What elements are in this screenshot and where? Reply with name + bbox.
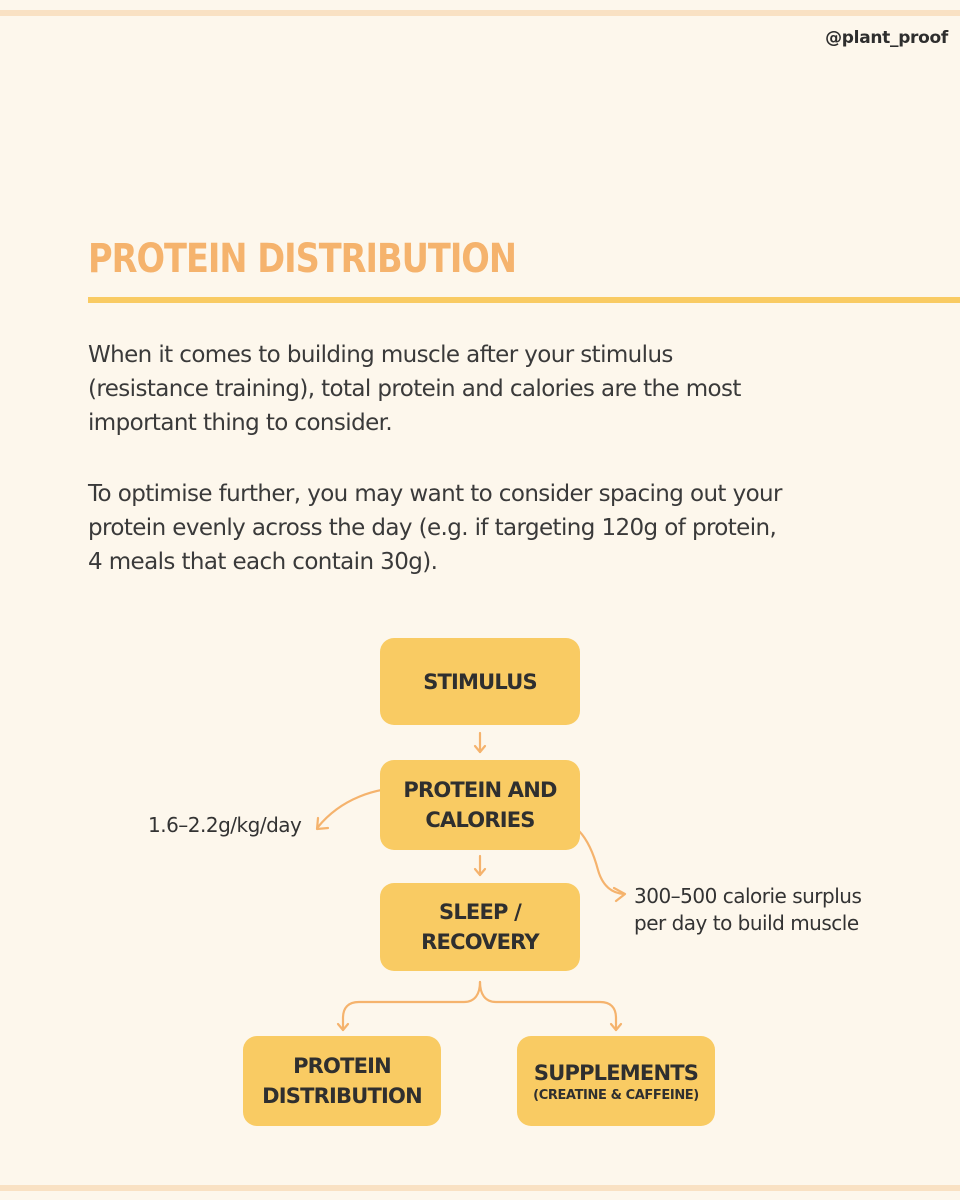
sleep-recovery-node (380, 883, 580, 971)
protein-target-annotation: 1.6–2.2g/kg/day (148, 813, 302, 837)
calorie-surplus-line2: per day to build muscle (634, 911, 859, 935)
branch-sleep-to-children (338, 982, 621, 1030)
protein-calories-label-line1: PROTEIN AND (403, 778, 557, 802)
bottom-border (0, 1185, 960, 1191)
stimulus-label: STIMULUS (423, 669, 537, 694)
arrow-stimulus-to-protein (475, 733, 485, 752)
calorie-surplus-annotation (634, 883, 861, 937)
intro-paragraph: When it comes to building muscle after your stimulus (resistance training), total protein and calories are the most important thing to consider. (88, 342, 741, 436)
supplements-node (517, 1036, 715, 1126)
title-underline (88, 297, 960, 303)
supplements-sublabel: (CREATINE & CAFFEINE) (533, 1088, 699, 1103)
supplements-label: SUPPLEMENTS (533, 1061, 699, 1085)
protein-distribution-label-line2: DISTRIBUTION (262, 1084, 422, 1108)
protein-calories-node (380, 760, 580, 850)
protein-distribution-node (243, 1036, 441, 1126)
protein-calories-label-line2: CALORIES (425, 808, 535, 832)
calorie-surplus-line1: 300–500 calorie surplus (634, 884, 862, 908)
section-title: PROTEIN DISTRIBUTION (88, 236, 516, 282)
arrow-protein-to-sleep (475, 856, 485, 875)
stimulus-node (380, 638, 580, 725)
top-border (0, 10, 960, 16)
sleep-recovery-label-line1: SLEEP / (439, 900, 521, 924)
instagram-handle[interactable]: @plant_proof (825, 28, 948, 48)
protein-distribution-label-line1: PROTEIN (293, 1054, 391, 1078)
optimise-paragraph: To optimise further, you may want to consider spacing out your protein evenly across the day (e.g. if targeting 120g of protein, 4 meals that each contain 30g). (88, 481, 782, 575)
sleep-recovery-label-line2: RECOVERY (421, 930, 539, 954)
